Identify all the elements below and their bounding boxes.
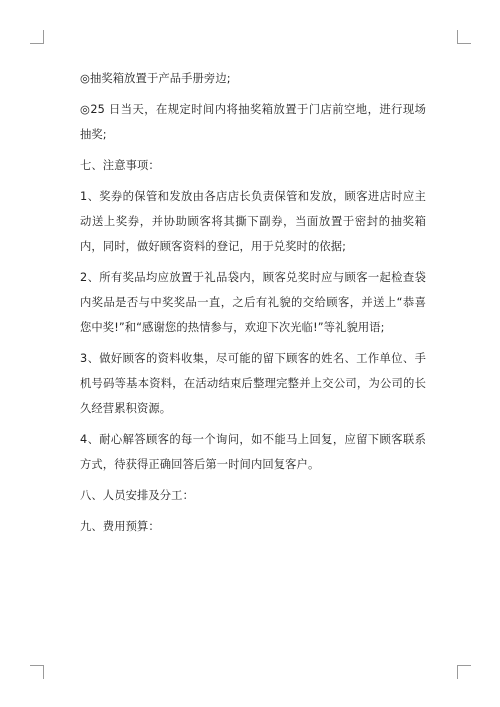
paragraph-note-2: 2、所有奖品均应放置于礼品袋内，顾客兑奖时应与顾客一起检查袋内奖品是否与中奖奖品一直，之后有礼貌的交给顾客，并送上“恭喜您中奖!”和“感谢您的热情参与，欢迎下次光临!”等礼貌用语; (80, 271, 426, 334)
paragraph-note-4: 4、耐心解答顾客的每一个询问，如不能马上回复，应留下顾客联系方式，待获得正确回答后第一时间内回复客户。 (80, 433, 426, 471)
crop-mark-top-right (457, 30, 471, 44)
section-heading-staffing: 八、人员安排及分工： (80, 489, 194, 502)
paragraph-on-site-draw: ◎25 日当天，在规定时间内将抽奖箱放置于门店前空地，进行现场抽奖; (80, 103, 426, 141)
section-heading-budget: 九、费用预算： (80, 520, 160, 533)
paragraph-note-3: 3、做好顾客的资料收集，尽可能的留下顾客的姓名、工作单位、手机号码等基本资料，在活动结束后整理完整并上交公司，为公司的长久经营累积资源。 (80, 352, 426, 415)
crop-mark-bottom-right (457, 665, 471, 679)
crop-mark-top-left (30, 30, 44, 44)
paragraph-note-1: 1、奖券的保管和发放由各店店长负责保管和发放，顾客进店时应主动送上奖券，并协助顾客将其撕下副券，当面放置于密封的抽奖箱内，同时，做好顾客资料的登记，用于兑奖时的依据; (80, 190, 426, 253)
document-body (80, 66, 426, 539)
section-heading-notes: 七、注意事项： (80, 159, 160, 172)
paragraph-lottery-box-placement: ◎抽奖箱放置于产品手册旁边; (80, 72, 231, 85)
crop-mark-bottom-left (30, 665, 44, 679)
